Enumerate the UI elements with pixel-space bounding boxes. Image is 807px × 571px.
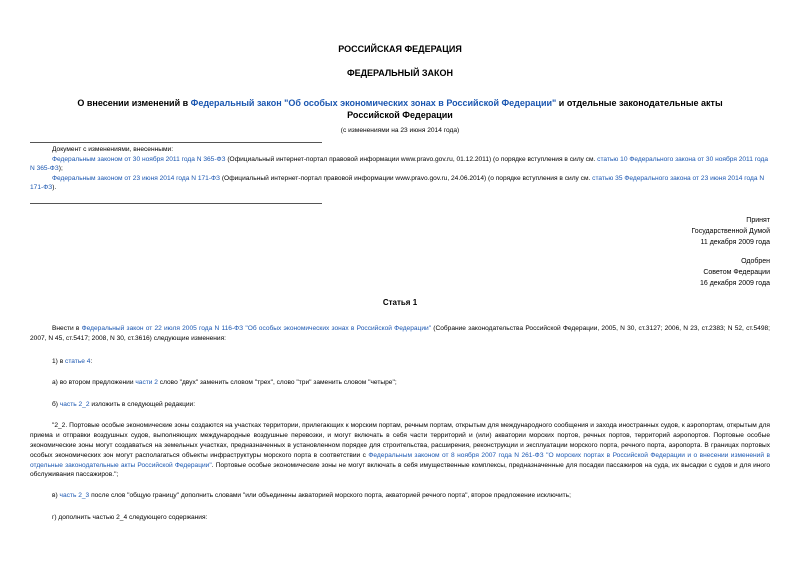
duma-label: Государственной Думой	[691, 227, 770, 235]
council-approval	[700, 257, 770, 290]
item-a	[30, 378, 770, 388]
p6-part-link[interactable]: часть 2_3	[59, 492, 90, 499]
duma-adoption	[691, 216, 770, 249]
p3-prefix: а) во втором предложении	[52, 379, 136, 386]
changes-bottom-rule	[30, 203, 322, 204]
change-item-1-end: );	[58, 165, 63, 173]
p3-part-link[interactable]: части 2	[135, 379, 158, 386]
item-v	[30, 491, 770, 501]
p4-suffix: изложить в следующей редакции:	[89, 401, 196, 408]
p1-law-link[interactable]: Федеральный закон от 22 июля 2005 года N 116-ФЗ "Об особых экономических зонах в Российской Федерации"	[81, 325, 432, 332]
change-item-2-text: (Официальный интернет-портал правовой информации www.pravo.gov.ru, 24.06.2014) (о порядке вступления в силу см.	[220, 174, 593, 182]
p3-suffix: слово "двух" заменить словом "трех", слово "три" заменить словом "четыре";	[157, 379, 397, 386]
p6-prefix: в)	[52, 492, 60, 499]
change-item-1-text: (Официальный интернет-портал правовой информации www.pravo.gov.ru, 01.12.2011) (о порядке вступления в силу см.	[225, 155, 598, 163]
p6-suffix: после слов "общую границу" дополнить словами "или объединены акваторией морского порта, акваторией речного порта", второе предложение исключить;	[89, 492, 571, 499]
p5-end: . Портовые особые экономические зоны не могут включать в себя имущественные комплексы, предназначенные для посадки пассажиров на суда, их высадки с судов и для иного обслуживания пассажиров.";	[30, 461, 771, 479]
p2-suffix: :	[90, 358, 93, 365]
article-heading: Статья 1	[382, 298, 418, 307]
change-item-2-end: ).	[52, 184, 57, 192]
changes-intro: Документ с изменениями, внесенными:	[52, 146, 174, 153]
change-item-2-link[interactable]: Федеральным законом от 23 июня 2014 года N 171-ФЗ	[52, 174, 221, 182]
item-b	[30, 400, 770, 410]
council-label: Советом Федерации	[703, 268, 770, 276]
approved-label: Одобрен	[741, 258, 770, 265]
country-heading: РОССИЙСКАЯ ФЕДЕРАЦИЯ	[338, 44, 462, 54]
p2-prefix: 1) в	[52, 358, 66, 365]
accepted-label: Принят	[746, 217, 770, 224]
p4-prefix: б)	[52, 401, 60, 408]
revision-note: (с изменениями на 23 июня 2014 года)	[340, 127, 460, 134]
title-prefix: О внесении изменений в	[77, 98, 191, 108]
change-item-1	[30, 155, 770, 174]
p1-text: (Собрание законодательства Российской Федерации, 2005, N 30, ст.3127; 2006, N 23, ст.2383; N 52, ст.5498; 2007, N 45, ст.5417; 2008, N 30, ст.3616) следующие изменения:	[30, 325, 770, 342]
article-intro	[30, 324, 770, 344]
change-item-2	[30, 174, 770, 193]
item-b-text	[30, 421, 770, 480]
changes-box	[30, 145, 770, 193]
title-law-link[interactable]: Федеральный закон "Об особых экономических зонах в Российской Федерации"	[190, 98, 557, 108]
p5-text: "2_2. Портовые особые экономические зоны создаются на участках территории, прилегающих к морским портам, речным портам, открытым для международного сообщения и захода иностранных судов, к аэропортам, открытым для приема и отправки воздушных судов, выполняющих международные воздушные перевозки, и могут включать в себя части территорий и (или) акватории морских портов, речных портов, территорий аэропортов. Портовые особые экономические зоны могут создаваться на земельных участках, предназначенных в установленном порядке для строительства, расширения, реконструкции и эксплуатации морского порта, речного порта, аэропорта. В границах портовых особых экономических зон могут располагаться объекты инфраструктуры морского порта в соответствии с	[30, 422, 770, 459]
p1-prefix: Внести в	[52, 325, 82, 332]
p4-part-link[interactable]: часть 2_2	[59, 401, 90, 408]
change-item-1-link[interactable]: Федеральным законом от 30 ноября 2011 года N 365-ФЗ	[52, 155, 226, 163]
title-suffix: и отдельные законодательные акты Российской Федерации	[347, 98, 723, 121]
law-title	[60, 97, 740, 121]
change-item-1-article-link[interactable]: статью 10 Федерального закона от 30 ноября 2011 года N 365-ФЗ	[30, 155, 769, 173]
item-1	[30, 357, 770, 367]
council-date: 16 декабря 2009 года	[699, 279, 770, 287]
change-item-2-article-link[interactable]: статью 35 Федерального закона от 23 июня 2014 года N 171-ФЗ	[30, 174, 765, 192]
p2-article-link[interactable]: статье 4	[65, 358, 91, 365]
changes-top-rule	[30, 142, 322, 143]
item-g: г) дополнить частью 2_4 следующего содержания:	[52, 514, 208, 521]
p5-law-link[interactable]: Федеральным законом от 8 ноября 2007 года N 261-ФЗ "О морских портах в Российской Федерации и о внесении изменений в отдельные законодательные акты Российской Федерации"	[30, 451, 770, 469]
law-type-heading: ФЕДЕРАЛЬНЫЙ ЗАКОН	[346, 68, 454, 78]
duma-date: 11 декабря 2009 года	[700, 238, 770, 246]
